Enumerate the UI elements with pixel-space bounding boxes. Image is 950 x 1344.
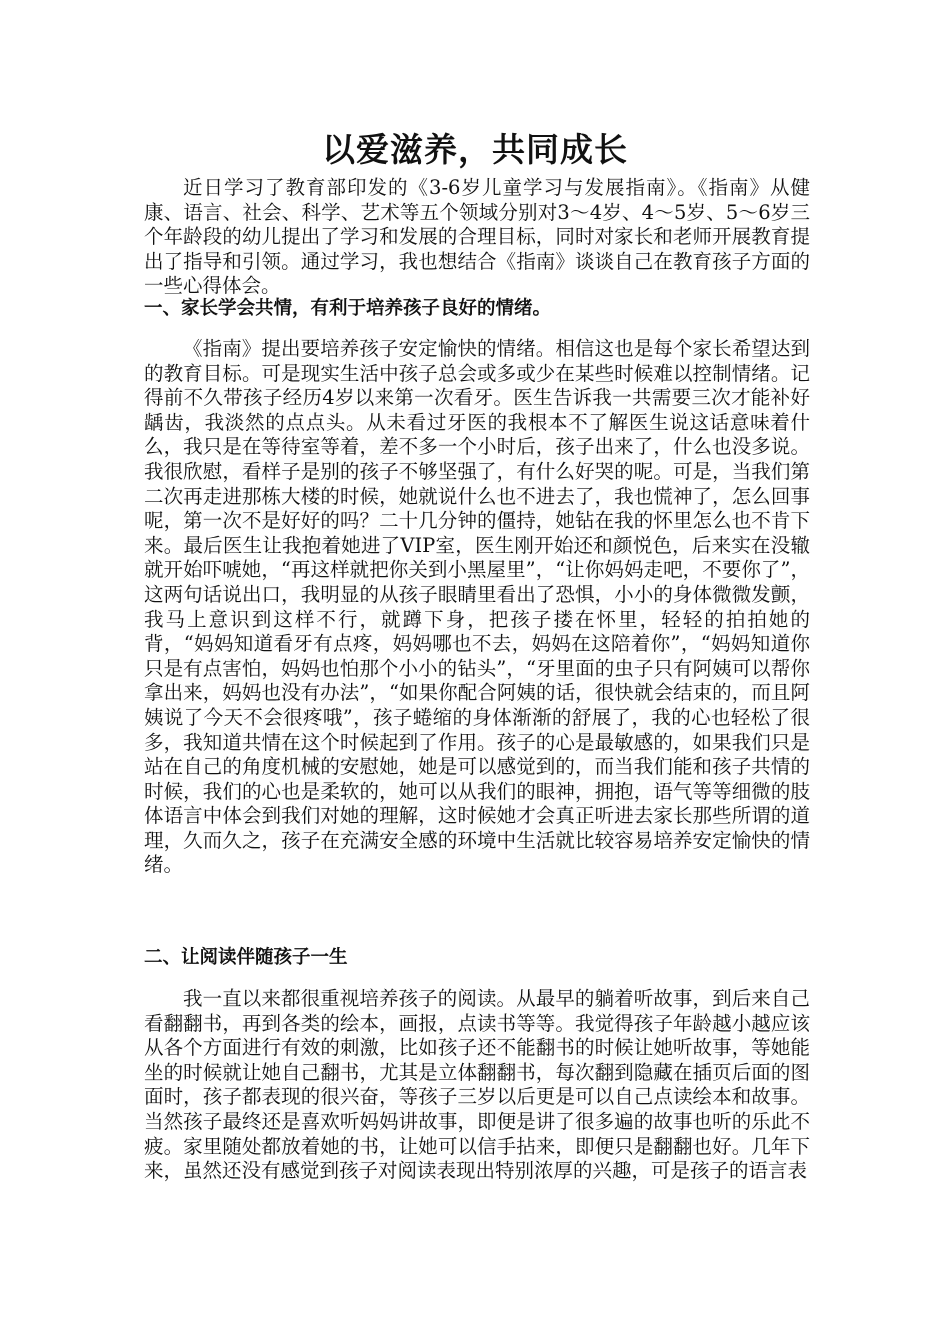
intro-paragraph: 近日学习了教育部印发的《3-6岁儿童学习与发展指南》。《指南》从健康、语言、社会、科学、艺术等五个领域分别对3～4岁、4～5岁、5～6岁三个年龄段的幼儿提出了学习和发展的合理目标，同时对家长和老师开展教育提出了指导和引领。通过学习，我也想结合《指南》谈谈自己在教育孩子方面的一些心得体会。 bbox=[144, 176, 810, 298]
section-heading-1: 一、家长学会共情，有利于培养孩子良好的情绪。 bbox=[144, 298, 552, 319]
section-body-2: 我一直以来都很重视培养孩子的阅读。从最早的躺着听故事，到后来自己看翻翻书，再到各类的绘本，画报，点读书等等。我觉得孩子年龄越小越应该从各个方面进行有效的刺激，比如孩子还不能翻书的时候让她听故事，等她能坐的时候就让她自己翻书，尤其是立体翻翻书，每次翻到隐藏在插页后面的图面时，孩子都表现的很兴奋，等孩子三岁以后更是可以自己点读绘本和故事。当然孩子最终还是喜欢听妈妈讲故事，即便是讲了很多遍的故事也听的乐此不疲。家里随处都放着她的书，让她可以信手拈来，即便只是翻翻也好。几年下来，虽然还没有感觉到孩子对阅读表现出特别浓厚的兴趣，可是孩子的语言表 bbox=[144, 987, 810, 1183]
section-body-1: 《指南》提出要培养孩子安定愉快的情绪。相信这也是每个家长希望达到的教育目标。可是现实生活中孩子总会或多或少在某些时候难以控制情绪。记得前不久带孩子经历4岁以来第一次看牙。医生告诉我一共需要三次才能补好龋齿，我淡然的点点头。从未看过牙医的我根本不了解医生说这话意味着什么，我只是在等待室等着，差不多一个小时后，孩子出来了，什么也没多说。我很欣慰，看样子是别的孩子不够坚强了，有什么好哭的呢。可是，当我们第二次再走进那栋大楼的时候，她就说什么也不进去了，我也慌神了，怎么回事呢，第一次不是好好的吗？二十几分钟的僵持，她钻在我的怀里怎么也不肯下来。最后医生让我抱着她进了VIP室，医生刚开始还和颜悦色，后来实在没辙就开始吓唬她，“再这样就把你关到小黑屋里”，“让你妈妈走吧，不要你了”，这两句话说出口，我明显的从孩子眼睛里看出了恐惧，小小的身体微微发颤，我马上意识到这样不行，就蹲下身，把孩子搂在怀里，轻轻的拍拍她的背，“妈妈知道看牙有点疼，妈妈哪也不去，妈妈在这陪着你”，“妈妈知道你只是有点害怕，妈妈也怕那个小小的钻头”，“牙里面的虫子只有阿姨可以帮你拿出来，妈妈也没有办法”，“如果你配合阿姨的话，很快就会结束的，而且阿姨说了今天不会很疼哦”，孩子蜷缩的身体渐渐的舒展了，我的心也轻松了很多，我知道共情在这个时候起到了作用。孩子的心是最敏感的，如果我们只是站在自己的角度机械的安慰她，她是可以感觉到的，而当我们能和孩子共情的时候，我们的心也是柔软的，她可以从我们的眼神，拥抱，语气等等细微的肢体语言中体会到我们对她的理解，这时候她才会真正听进去家长那些所谓的道理，久而久之，孩子在充满安全感的环境中生活就比较容易培养安定愉快的情绪。 bbox=[144, 337, 810, 877]
document-title: 以爱滋养，共同成长 bbox=[322, 130, 628, 169]
section-heading-2: 二、让阅读伴随孩子一生 bbox=[144, 947, 348, 968]
